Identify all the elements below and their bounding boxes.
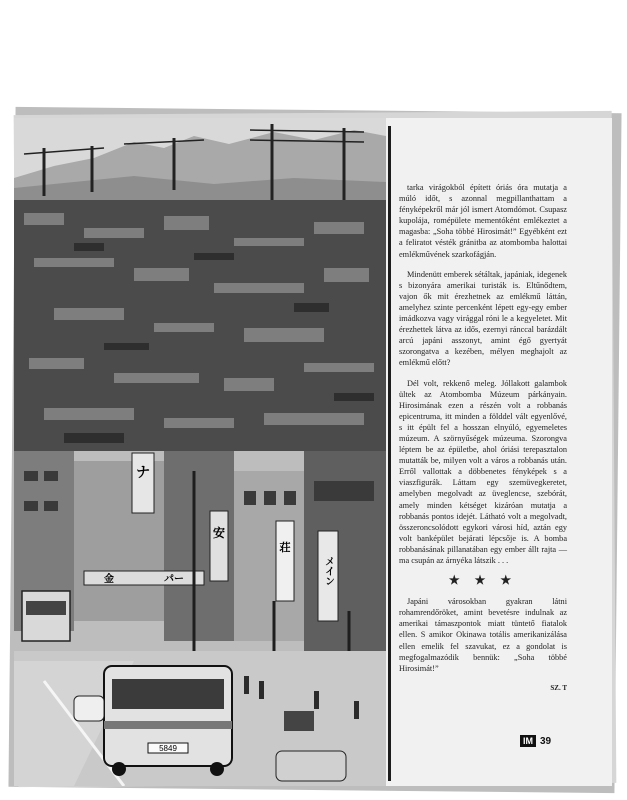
street-scene-image (14, 451, 386, 786)
paragraph-3: Dél volt, rekkenő meleg. Jóllakott galambok ültek az Atombomba Múzeum párkányain. Hirosimának ezen a részén volt a robbanás epicentruma, itt minden a földdel vált egyenlővé, s itt épült fel a hosszan elnyúló, egyemeletes múzeum. A szörnyűségek múzeuma. Szorongva léptem be az épületbe, ahol óriási terepasztalon mutatták be, milyen volt a város a robbanás után. Erről vallottak a döbbenetes fényképek s a viaszfigurák. Láttam egy szemüvegkeretet, amelyben megolvadt az üveglencse, szebórát, amely minden kétséget kizáróan mutatja a robbanás pontos idejét. Látható volt a megolvadt, összeroncsolódott egykori városi híd, aztán egy volt banképület bejárati lépcsője is. A bomba robbanásának pillanatában egy ember állt rajta — ma csupán az árnyéka látszik . . . (399, 378, 567, 565)
bus-plate: 5849 (159, 744, 177, 753)
column-divider (388, 126, 391, 781)
author-signature: SZ. T (550, 683, 567, 692)
paragraph-1: tarka virágokból épített óriás óra mutatja a múló időt, s azonnal megpillanthattam a fényképekről már jól ismert Atomdómot. Csupasz kupolája, romépülete mementóként emlékeztet a magasba: „Soha többé Hirosimát!” Egyébként ezt a feliratot vésték gránitba az atombomba halottai emlékművének szarkofágján. (399, 183, 567, 259)
ruins-photo (14, 118, 386, 451)
magazine-page (14, 118, 612, 786)
sign-an: 安 (212, 526, 226, 540)
ruins-photo-image (14, 118, 386, 451)
paragraph-4: Japáni városokban gyakran látni rohamrendőröket, amint bevetésre indulnak az amerikai támaszpontok miatt tüntető fiatalok ellen. S amikor Okinawa totális amerikanizálása ellen emelik fel szavukat, ez a gondolat is megfogalmazódik bennük: „Soha többé Hirosimát!” (399, 597, 567, 673)
city-bus (104, 666, 232, 776)
sign-so: 荘 (279, 541, 291, 554)
page-footer (520, 735, 551, 747)
page-number: 39 (540, 735, 552, 747)
sign-pa: パー (164, 574, 184, 585)
sign-na: ナ (136, 465, 150, 481)
section-separator: ★ ★ ★ (448, 573, 518, 588)
sign-kin: 金 (104, 574, 114, 585)
magazine-logo: IM (520, 735, 536, 747)
street-scene-photo (14, 451, 386, 786)
article-text (399, 182, 567, 692)
paragraph-2: Mindenütt emberek sétáltak, japániak, idegenek s bizonyára amerikai turisták is. Eltűnődtem, vajon ők mit érezhetnek az emlékmű láttán, amelyhez szinte percenként lépett egy-egy ember imádkozva vagy virággal róni le a kegyeletet. Mit érezhettek látva az idős, ezernyi ránccal barázdált arcú japáni asszonyt, amint égő gyertyát szorongatva a kezében, mélyen meghajolt az emlékmű előtt? (399, 269, 567, 368)
sign-mein: メイン (322, 556, 334, 586)
